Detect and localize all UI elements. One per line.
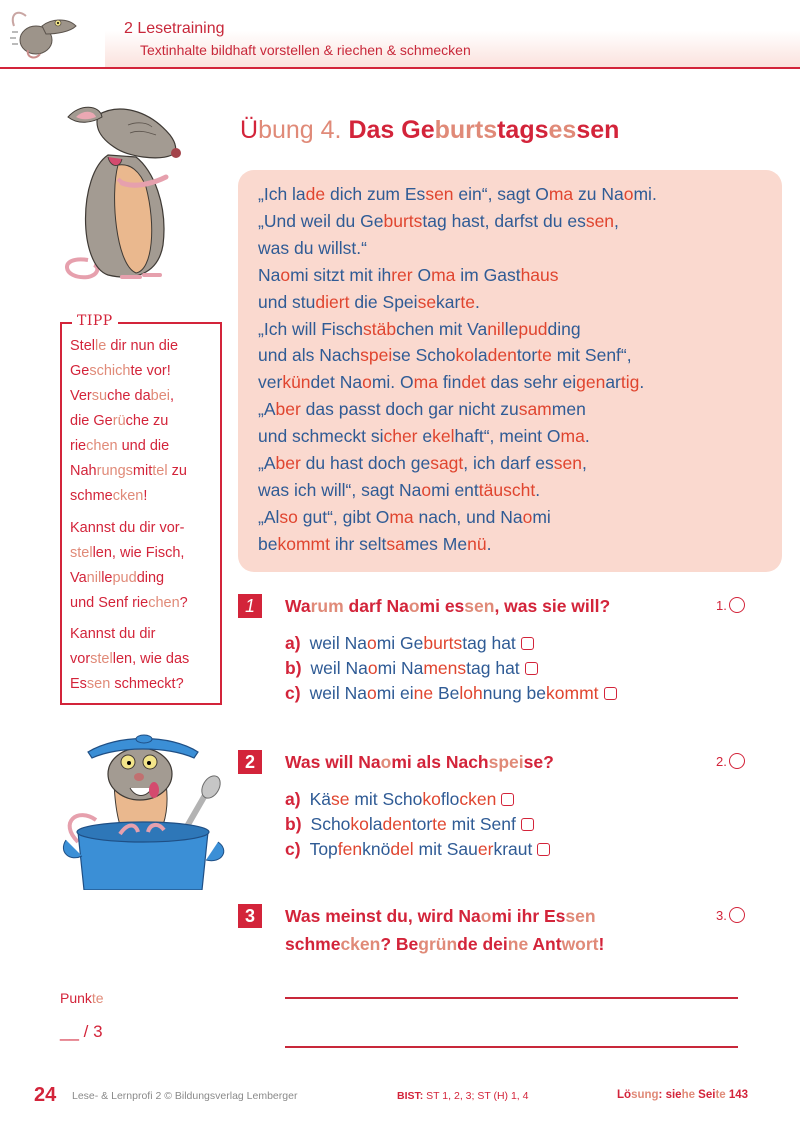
- question-score: 2.: [716, 753, 745, 769]
- tip-line: riechen und die: [70, 438, 170, 454]
- story-line: und studiert die Speisekarte.: [258, 291, 480, 312]
- title-prefix-b: bung: [258, 116, 314, 144]
- chapter-title: 2 Lesetraining: [124, 20, 225, 37]
- header-divider: [0, 67, 800, 69]
- option-letter: a): [285, 633, 301, 653]
- story-line: „Und weil du Geburtstag hast, darfst du essen,: [258, 210, 619, 231]
- question-score: 1.: [716, 597, 745, 613]
- rat-licking-lips-illustration: [58, 95, 186, 285]
- tip-line: Versuche dabei,: [70, 388, 175, 404]
- question-number-badge: 3: [238, 904, 262, 928]
- tip-line: Vanillepudding: [70, 570, 165, 586]
- tip-paragraph-3: [70, 622, 220, 697]
- score-circle-icon[interactable]: [729, 753, 745, 769]
- tip-line: Nahrungsmittel zu: [70, 463, 187, 479]
- rat-in-cooking-pot-illustration: [58, 732, 230, 890]
- question-text: Warum darf Naomi essen, was sie will?: [285, 596, 611, 616]
- score-circle-icon[interactable]: [729, 597, 745, 613]
- option-checkbox[interactable]: [604, 687, 617, 700]
- page-number: 24: [34, 1084, 57, 1106]
- answer-option: c) weil Naomi eine Belohnung bekommt: [285, 683, 617, 704]
- option-checkbox[interactable]: [537, 843, 550, 856]
- story-line: bekommt ihr seltsames Menü.: [258, 533, 492, 554]
- answer-option: c) Topfenknödel mit Sauerkraut: [285, 839, 550, 860]
- tip-line: schmecken!: [70, 488, 148, 504]
- tip-line: die Gerüche zu: [70, 413, 169, 429]
- page-header: [0, 0, 800, 68]
- story-line: „Ich lade dich zum Essen ein“, sagt Oma zu Naomi.: [258, 184, 657, 204]
- answer-option: a) weil Naomi Geburtstag hat: [285, 633, 534, 654]
- question-text: schmecken? Begründe deine Antwort!: [285, 934, 605, 954]
- story-line: was du willst.“: [258, 237, 367, 258]
- running-rat-icon: [8, 4, 86, 64]
- score-value[interactable]: __ / 3: [60, 1022, 103, 1041]
- title-prefix-a: Ü: [240, 116, 259, 144]
- story-line: und schmeckt sicher ekelhaft“, meint Oma.: [258, 426, 590, 447]
- question-score: 3.: [716, 907, 745, 923]
- story-line: „Aber das passt doch gar nicht zusammen: [258, 399, 586, 420]
- answer-option: b) weil Naomi Namenstag hat: [285, 658, 538, 679]
- answer-option: a) Käse mit Schokoflocken: [285, 789, 514, 810]
- tip-paragraph-1: [70, 334, 220, 509]
- answer-line-2[interactable]: [285, 1046, 738, 1048]
- option-letter: a): [285, 789, 301, 809]
- story-line: „Ich will Fischstäbchen mit Vanillepudding: [258, 318, 581, 339]
- story-line: und als Nachspeise Schokoladentorte mit Senf“,: [258, 345, 632, 366]
- tip-line: stellen, wie Fisch,: [70, 545, 185, 561]
- story-text-box: [238, 170, 782, 572]
- option-checkbox[interactable]: [525, 662, 538, 675]
- option-checkbox[interactable]: [521, 637, 534, 650]
- option-letter: b): [285, 658, 302, 678]
- question-text: Was meinst du, wird Naomi ihr Essen: [285, 906, 596, 926]
- option-checkbox[interactable]: [501, 793, 514, 806]
- story-line: „Aber du hast doch gesagt, ich darf essen,: [258, 453, 587, 473]
- question-text: Was will Naomi als Nachspeise?: [285, 752, 554, 772]
- title-number: 4.: [313, 116, 349, 144]
- story-line: „Also gut“, gibt Oma nach, und Naomi: [258, 506, 551, 527]
- tip-line: vorstellen, wie das: [70, 651, 190, 667]
- option-letter: c): [285, 683, 301, 703]
- option-letter: b): [285, 814, 302, 834]
- tip-line: Geschichte vor!: [70, 363, 171, 379]
- question-number-badge: 2: [238, 750, 262, 774]
- tip-line: und Senf riechen?: [70, 595, 188, 611]
- story-line: verkündet Naomi. Oma findet das sehr eigenartig.: [258, 372, 645, 393]
- tip-line: Essen schmeckt?: [70, 676, 184, 692]
- story-line: was ich will“, sagt Naomi enttäuscht.: [258, 479, 541, 500]
- solution-reference: Lösung: siehe Seite 143: [617, 1089, 749, 1101]
- copyright: Lese- & Lernprofi 2 © Bildungsverlag Lemberger: [72, 1090, 298, 1102]
- score-label: Punkte: [60, 990, 104, 1006]
- exercise-title: [240, 116, 619, 145]
- tip-line: Kannst du dir vor-: [70, 520, 185, 536]
- story-line: Naomi sitzt mit ihrer Oma im Gasthaus: [258, 264, 559, 285]
- tip-line: Kannst du dir: [70, 626, 156, 642]
- tip-label: TIPP: [72, 313, 118, 329]
- title-name: Das Geburtstagsessen: [348, 116, 620, 144]
- answer-line-1[interactable]: [285, 997, 738, 999]
- option-letter: c): [285, 839, 301, 859]
- tip-paragraph-2: [70, 516, 220, 616]
- bist-standards: BIST: ST 1, 2, 3; ST (H) 1, 4: [397, 1090, 529, 1102]
- chapter-subtitle: Textinhalte bildhaft vorstellen & riechen & schmecken: [140, 42, 471, 58]
- option-checkbox[interactable]: [521, 818, 534, 831]
- score-circle-icon[interactable]: [729, 907, 745, 923]
- tip-line: Stelle dir nun die: [70, 338, 179, 354]
- question-number-badge: 1: [238, 594, 262, 618]
- tip-box: [60, 313, 222, 705]
- answer-option: b) Schokoladentorte mit Senf: [285, 814, 534, 835]
